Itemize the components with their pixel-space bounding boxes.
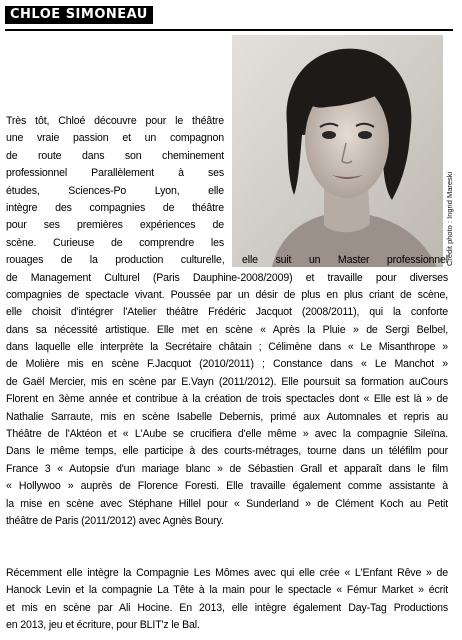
photo-credit: Crédit photo : Ingrid Mareski [445,171,454,266]
bio-line: dans sa nécessité artistique. Elle met en scène « Après la Pluie » de Sergi Belbel, [6,323,448,336]
bio-line: France 3 « Autopsie d'un mariage blanc » de Sébastien Grall et apparaît dans le film [6,462,448,475]
bio-line: théâtre de Paris (2011/2012) avec Agnès Boury. [6,514,224,527]
page-title [5,6,153,24]
bio-line: Nathalie Sarraute, mis en scène Isabelle Debernis, primé aux Automnales et repris au [6,410,448,423]
bio-line: scène. Curieuse de comprendre les [6,236,224,249]
bio-paragraph-1 [6,113,448,530]
bio-line: de Molière mis en scène F.Jacquot (2010/2011) ; Constance dans « Le Manchot » [6,358,448,371]
bio-line: Florent en 3ème année et contribue à la création de trois spectacles dont « Elle est là » de [6,393,448,406]
bio-line: compagnies de spectacle vivant. Poussée par un désir de plus en plus criant de scène, [6,288,448,301]
bio-line: de Management Culturel (Paris Dauphine-2008/2009) et travaille pour diverses [6,271,448,284]
bio-paragraph-2 [6,565,448,635]
bio-line: et mis en scène par Ali Hocine. En 2013, elle intègre également Day-Tag Productions [6,601,448,614]
bio-line: professionnel Parallèlement à ses [6,167,224,180]
bio-line: de Gaël Mercier, mis en scène par E.Vayn (2011/2012). Elle poursuit sa formation auCours [6,375,448,388]
bio-line: Hanock Levin et la compagnie La Tête à la main pour le spectacle « Fémur Market » écrit [6,584,448,597]
bio-line: rouages de la production culturelle, elle suit un Master professionnel [6,254,448,267]
bio-line: la mise en scène avec Stéphane Hillel pour « Sunderland » de Clément Koch au Petit [6,497,448,510]
bio-line: une vraie passion et un compagnon [6,132,224,145]
bio-line: Dans le même temps, elle participe à des courts-métrages, tourne dans un téléfilm pour [6,445,448,458]
name-heading: CHLOE SIMONEAU [10,7,148,22]
bio-line: Très tôt, Chloé découvre pour le théâtre [6,115,224,127]
title-underline [5,29,453,31]
bio-line: « Hollywoo » auprès de Florence Foresti. Elle travaille également comme assistante à [6,480,448,493]
bio-line: études, Sciences-Po Lyon, elle [6,184,224,197]
bio-line: dans laquelle elle interprète la Secrétaire châtain ; Célimène dans « Le Misanthrope » [6,341,448,354]
bio-line: de route dans son cheminement [6,149,224,162]
bio-line: en 2013, jeu et écriture, pour BLIT'z le Bal. [6,619,200,632]
bio-line: intègre des compagnies de théâtre [6,201,224,214]
bio-line: pour ses premières expériences de [6,219,224,232]
bio-line: Théâtre de l'Aktéon et « L'Aube se crucifiera d'elle même » avec la compagnie Sileïna. [6,428,448,441]
bio-line: elle choisit d'intégrer l'Atelier théâtre Frédéric Jacquot (2008/2011), qui la conforte [6,306,448,319]
bio-line: Récemment elle intègre la Compagnie Les Mômes avec qui elle crée « L'Enfant Rêve » de [6,567,448,579]
